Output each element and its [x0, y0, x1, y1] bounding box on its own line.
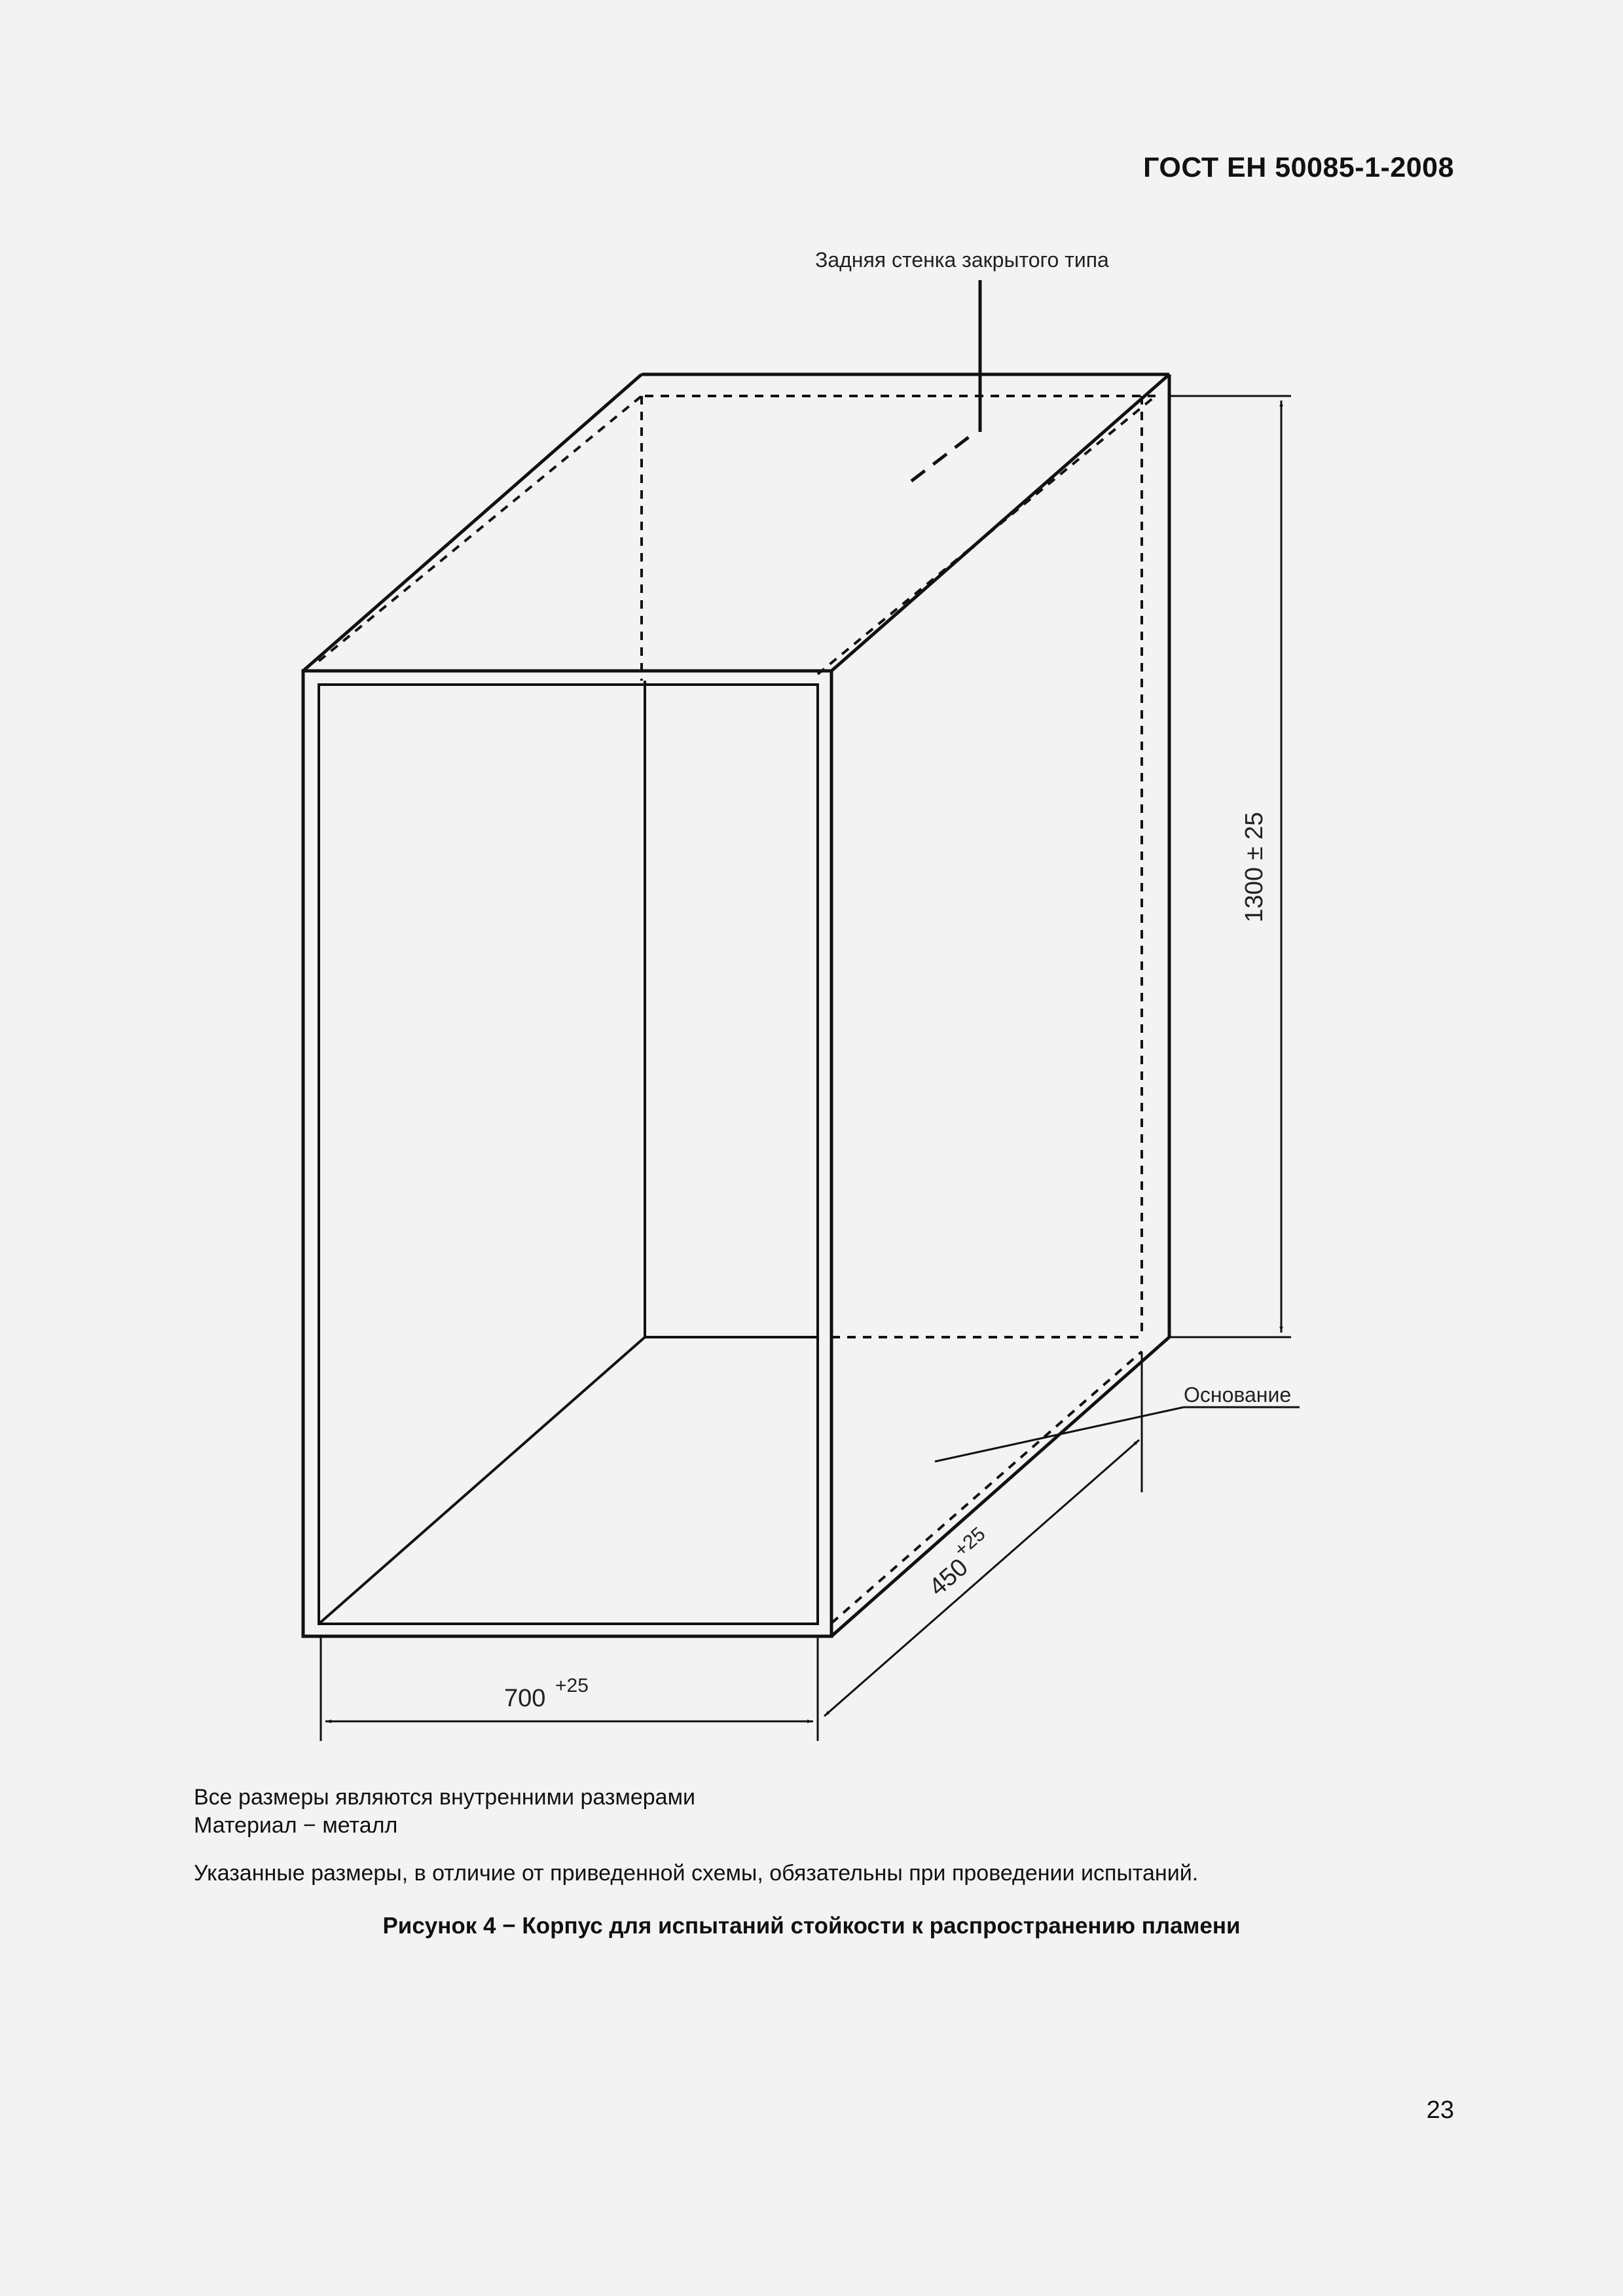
hidden-bottom-right [831, 1352, 1142, 1623]
base-leader [935, 1407, 1184, 1462]
depth-dimension-line [824, 1440, 1139, 1716]
front-frame-outer [303, 671, 831, 1636]
dimension-lines [321, 396, 1291, 1741]
right-bottom-edge [831, 1337, 1169, 1636]
note-remark: Указанные размеры, в отличие от приведенной схемы, обязательны при проведении испытаний. [194, 1861, 1199, 1886]
depth-label-group [918, 1523, 1000, 1602]
height-dimension-label: 1300 ± 25 [1241, 812, 1268, 923]
note-material: Материал − металл [194, 1813, 398, 1838]
note-dimensions-internal: Все размеры являются внутренними размерами [194, 1785, 695, 1810]
top-left-edge [303, 374, 642, 671]
hidden-top-left [319, 396, 642, 661]
base-label: Основание [1184, 1383, 1292, 1407]
width-tolerance-label: +25 [555, 1675, 589, 1696]
figure-notes [194, 1784, 695, 1840]
width-dimension-label: 700 [504, 1685, 546, 1712]
depth-tolerance-label: +25 [950, 1523, 990, 1562]
front-frame-inner [319, 685, 818, 1624]
interior-floor-diagonal [319, 1337, 645, 1624]
figure-caption: Рисунок 4 − Корпус для испытаний стойкости к распространению пламени [382, 1913, 1241, 1939]
enclosure-solid-edges [303, 374, 1169, 1636]
rear-wall-marker [911, 432, 976, 481]
enclosure-hidden-edges [319, 396, 1156, 1623]
page-number: 23 [1426, 2096, 1454, 2124]
document-header: ГОСТ ЕН 50085-1-2008 [1143, 152, 1454, 183]
depth-dimension-label: 450 [924, 1553, 974, 1602]
rear-wall-label: Задняя стенка закрытого типа [815, 248, 1109, 272]
